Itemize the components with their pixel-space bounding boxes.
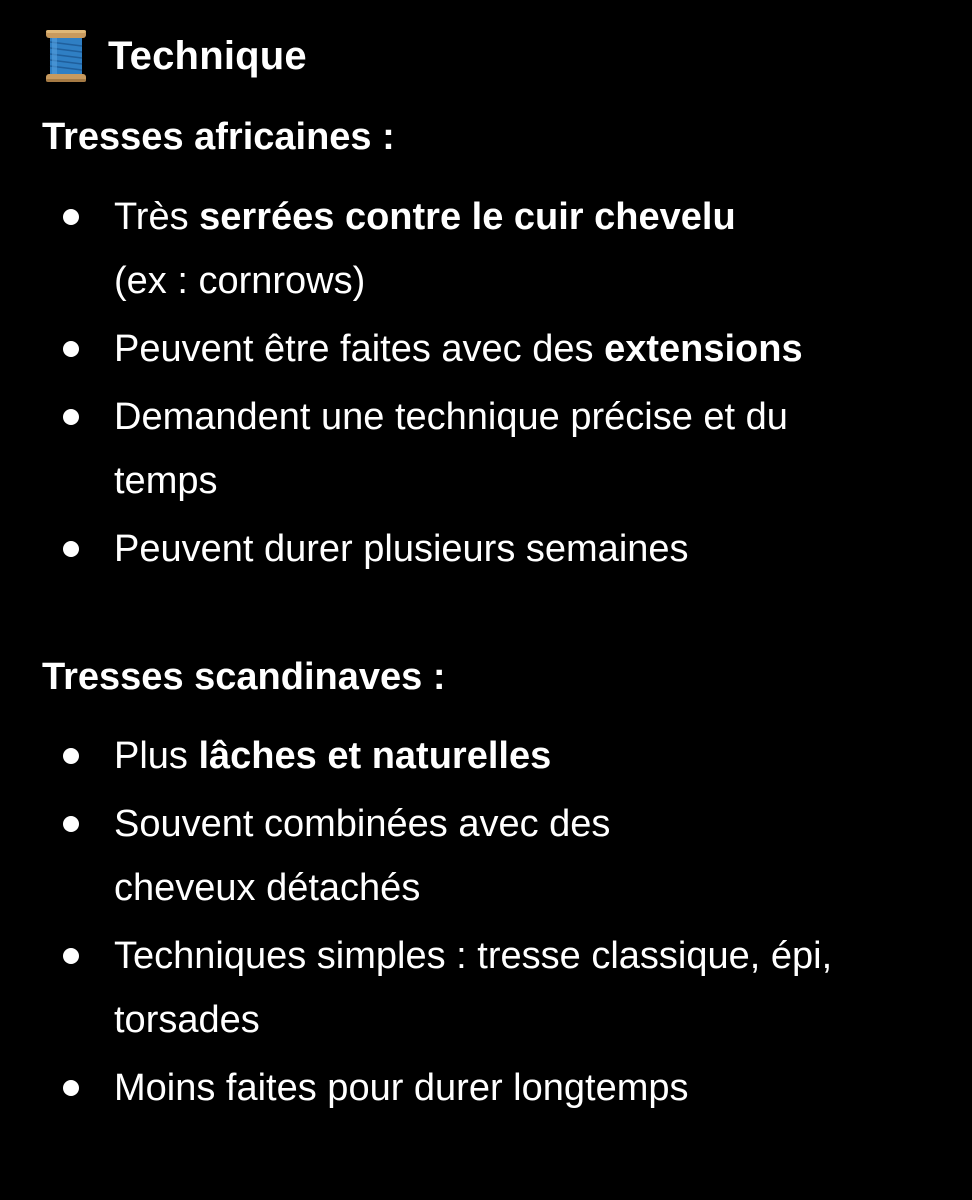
list-item: Techniques simples : tresse classique, épi, torsades xyxy=(0,924,972,1052)
thread-spool-icon xyxy=(44,28,88,84)
list-item: Très serrées contre le cuir chevelu (ex : cornrows) xyxy=(0,185,972,313)
list-item: Plus lâches et naturelles xyxy=(0,724,972,788)
list-item: Demandent une technique précise et du temps xyxy=(0,385,972,513)
list-african xyxy=(0,185,972,581)
page-title: Technique xyxy=(108,34,307,78)
list-item: Peuvent durer plusieurs semaines xyxy=(0,517,972,581)
list-scandinavian xyxy=(0,724,972,1120)
list-item: Moins faites pour durer longtemps xyxy=(0,1056,972,1120)
section-heading-scandinavian: Tresses scandinaves : xyxy=(42,656,446,698)
section-heading-african: Tresses africaines : xyxy=(42,116,395,158)
title-row xyxy=(44,24,307,88)
list-item: Peuvent être faites avec des extensions xyxy=(0,317,972,381)
list-item: Souvent combinées avec des cheveux détachés xyxy=(0,792,972,920)
